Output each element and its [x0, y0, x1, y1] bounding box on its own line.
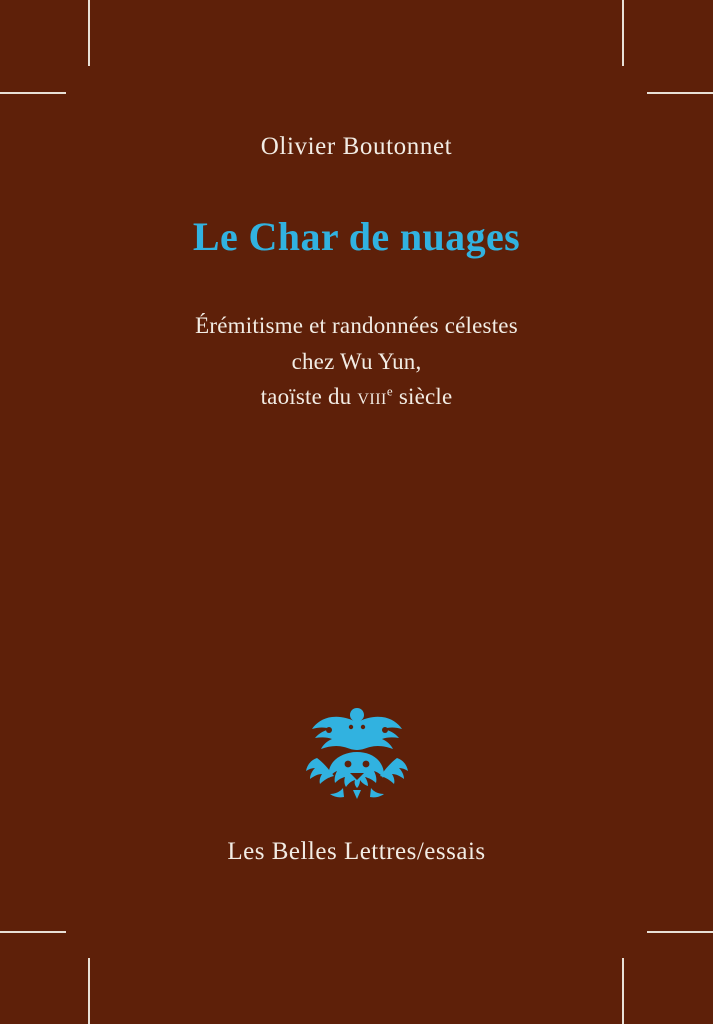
- subtitle-century-ordinal: e: [386, 383, 393, 399]
- subtitle-line-1: Érémitisme et randonnées célestes: [195, 313, 518, 338]
- crop-mark-top-left-horizontal: [0, 92, 66, 94]
- crop-mark-top-left-vertical: [88, 0, 90, 66]
- crop-mark-bottom-left-vertical: [88, 958, 90, 1024]
- crop-mark-bottom-right-vertical: [622, 958, 624, 1024]
- belles-lettres-emblem-icon: [287, 700, 427, 810]
- subtitle-century-numeral: viii: [357, 384, 387, 410]
- author-name: Olivier Boutonnet: [260, 133, 453, 160]
- subtitle-line-3-prefix: taoïste du: [260, 384, 358, 410]
- publisher-name: Les Belles Lettres/essais: [227, 838, 486, 865]
- crop-mark-top-right-horizontal: [647, 92, 713, 94]
- publisher-logo: [0, 700, 713, 815]
- crop-mark-top-right-vertical: [622, 0, 624, 66]
- cover-text-block: [0, 132, 713, 415]
- subtitle-line-3-suffix: siècle: [392, 384, 453, 410]
- crop-mark-bottom-right-horizontal: [647, 931, 713, 933]
- crop-mark-bottom-left-horizontal: [0, 931, 66, 933]
- subtitle-line-2: chez Wu Yun,: [291, 348, 422, 374]
- book-subtitle: [0, 308, 713, 415]
- book-title: Le Char de nuages: [192, 214, 521, 259]
